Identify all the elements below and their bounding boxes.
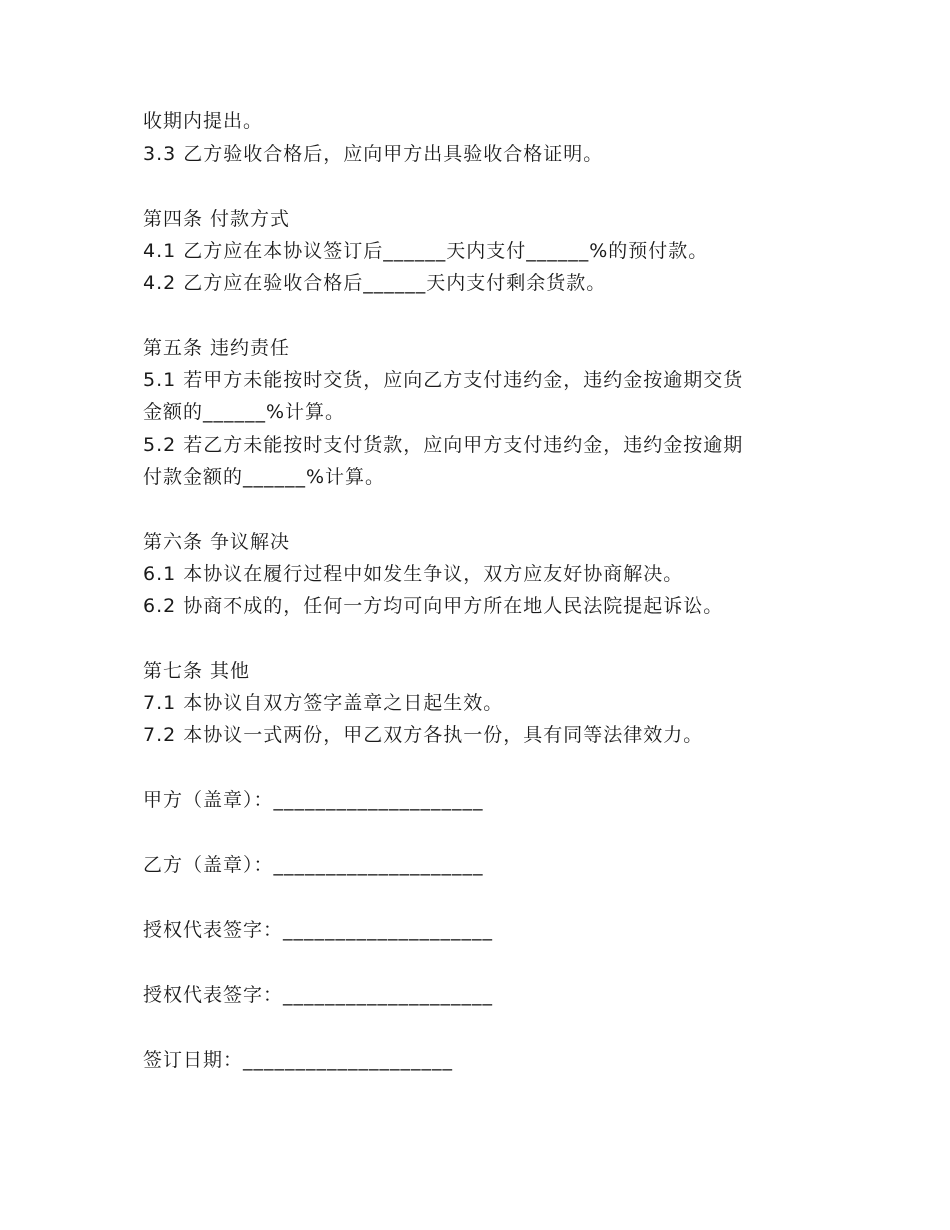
authorized-signature-line-1: 授权代表签字：____________________ xyxy=(143,919,494,941)
signing-date-line: 签订日期：____________________ xyxy=(143,1049,454,1071)
article-5-heading: 第五条 违约责任 xyxy=(143,337,291,359)
text-line-receipt-period: 收期内提出。 xyxy=(143,110,264,132)
clause-5-1-line-2: 金额的______%计算。 xyxy=(143,401,346,423)
clause-5-2-line-1: 5.2 若乙方未能按时支付货款，应向甲方支付违约金，违约金按逾期 xyxy=(143,434,744,456)
party-b-seal-line: 乙方（盖章）：____________________ xyxy=(143,854,484,876)
authorized-signature-line-2: 授权代表签字：____________________ xyxy=(143,984,494,1006)
clause-4-2: 4.2 乙方应在验收合格后______天内支付剩余货款。 xyxy=(143,272,607,294)
party-a-seal-line: 甲方（盖章）：____________________ xyxy=(143,789,484,811)
article-6-heading: 第六条 争议解决 xyxy=(143,531,291,553)
article-7-heading: 第七条 其他 xyxy=(143,660,251,682)
clause-6-2: 6.2 协商不成的，任何一方均可向甲方所在地人民法院提起诉讼。 xyxy=(143,595,724,617)
clause-6-1: 6.1 本协议在履行过程中如发生争议，双方应友好协商解决。 xyxy=(143,563,684,585)
clause-7-2: 7.2 本协议一式两份，甲乙双方各执一份，具有同等法律效力。 xyxy=(143,724,704,746)
clause-7-1: 7.1 本协议自双方签字盖章之日起生效。 xyxy=(143,692,504,714)
clause-3-3: 3.3 乙方验收合格后，应向甲方出具验收合格证明。 xyxy=(143,143,604,165)
clause-5-1-line-1: 5.1 若甲方未能按时交货，应向乙方支付违约金，违约金按逾期交货 xyxy=(143,369,744,391)
article-4-heading: 第四条 付款方式 xyxy=(143,208,291,230)
clause-5-2-line-2: 付款金额的______%计算。 xyxy=(143,466,386,488)
clause-4-1: 4.1 乙方应在本协议签订后______天内支付______%的预付款。 xyxy=(143,240,709,262)
